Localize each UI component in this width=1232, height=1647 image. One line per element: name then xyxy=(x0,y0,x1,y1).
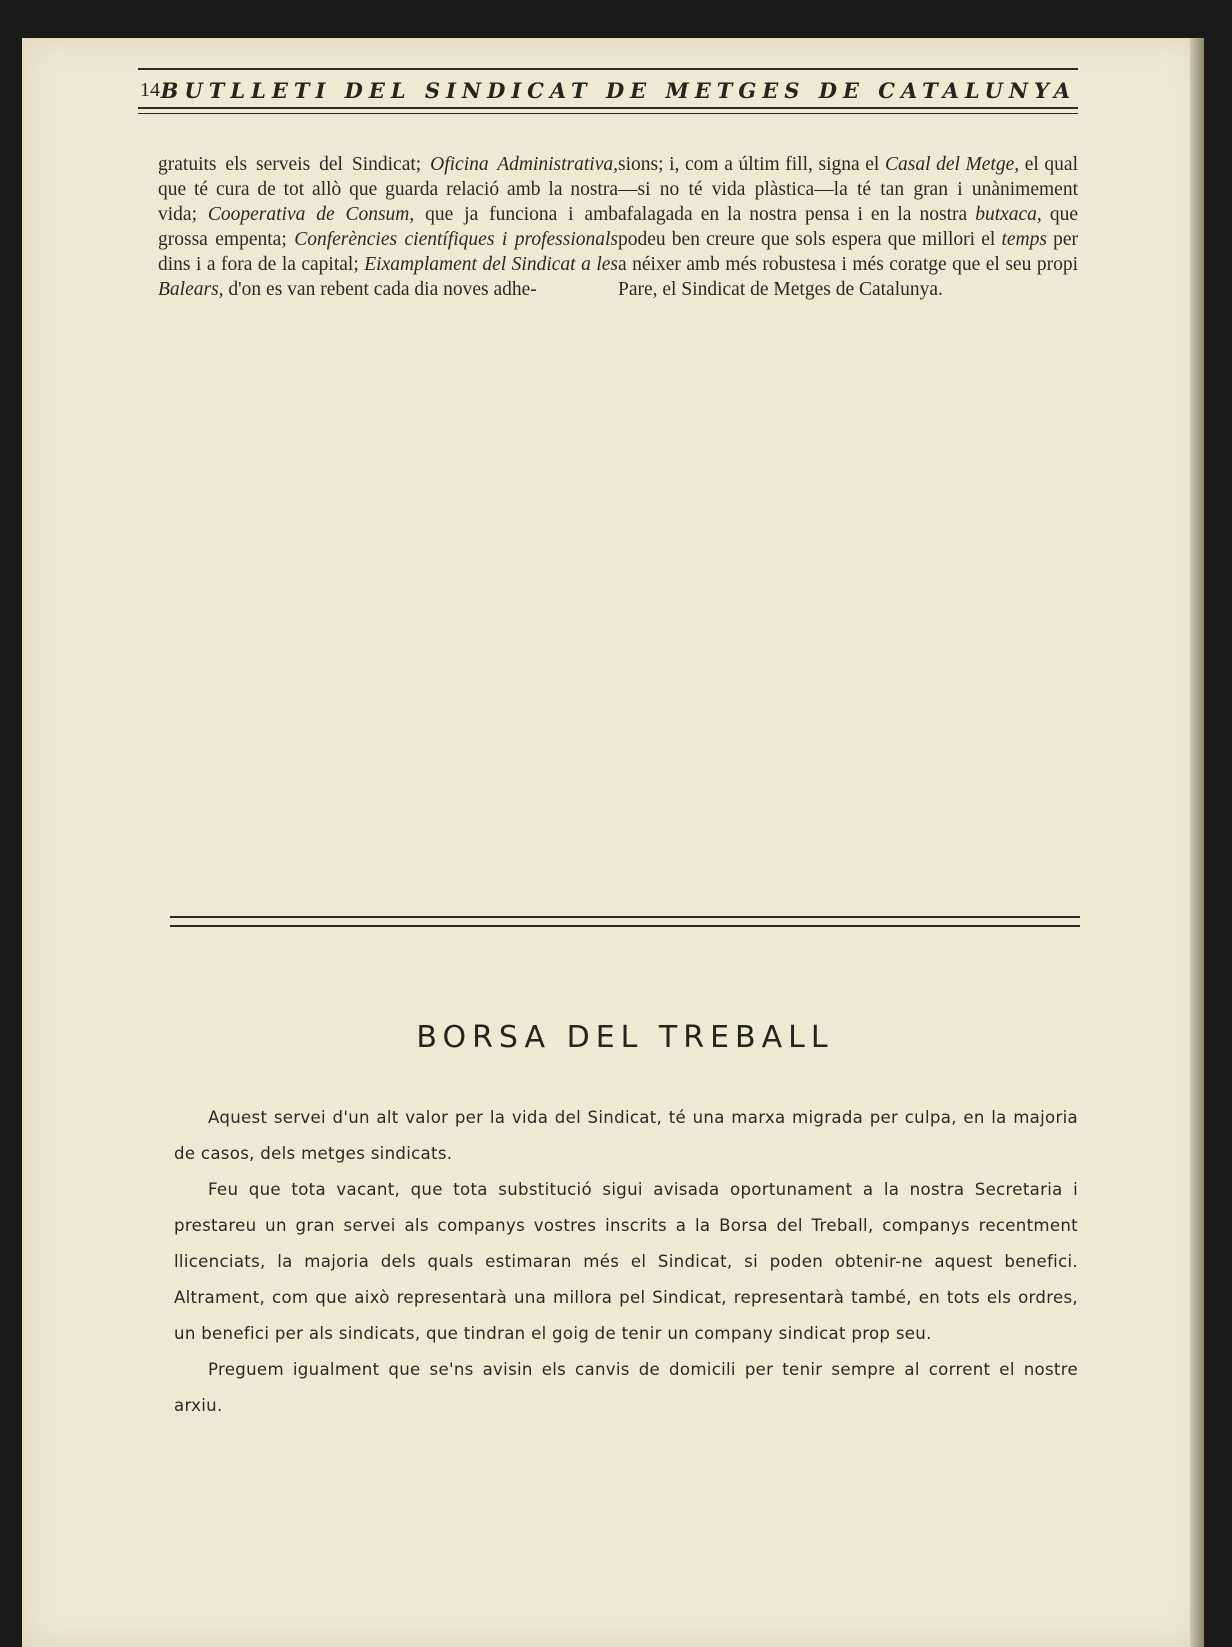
paragraph: Feu que tota vacant, que tota substitució sigui avisada oportunament a la nostra Secretaria i prestareu un gran servei als companys vostres inscrits a la Borsa del Treball, companys recentment llicenciats, la majoria dels quals estimaran més el Sindicat, si poden obtenir-ne aquest benefici. Altrament, com que això representarà una millora pel Sindicat, representarà també, en tots els ordres, un benefici per als sindicats, que tindran el goig de tenir un company sindicat prop seu. xyxy=(174,1180,1078,1343)
italic-run: Eixamplament del Sindicat a les Balears, xyxy=(158,254,618,300)
section-body xyxy=(174,1100,1078,1424)
paragraph: Aquest servei d'un alt valor per la vida del Sindicat, té una marxa migrada per culpa, en la majoria de casos, dels metges sindicats. xyxy=(174,1108,1078,1163)
paragraph: Preguem igualment que se'ns avisin els canvis de domicili per tenir sempre al corrent el nostre arxiu. xyxy=(174,1360,1078,1415)
text-run: que ja funciona i amb grossa empenta; xyxy=(158,204,618,250)
text-run: dins i a fora de la capital; xyxy=(158,254,365,275)
two-column-text xyxy=(158,152,1078,302)
text-run: per a néixer amb més robustesa i més coratge que el seu propi Pare, el Sindicat de Metges de Catalunya. xyxy=(618,229,1078,300)
italic-run: Conferències científiques i professionals xyxy=(294,229,618,250)
running-header xyxy=(140,76,1076,104)
running-title: BUTLLETI DEL SINDICAT DE METGES DE CATALUNYA xyxy=(160,77,1076,103)
italic-run: Cooperativa de Consum, xyxy=(207,204,415,225)
text-run: que té cura de tot allò que guarda relació amb la nostra vida; xyxy=(158,179,618,225)
italic-run: butxaca, xyxy=(975,204,1042,225)
section-title: BORSA DEL TREBALL xyxy=(416,1020,834,1055)
italic-run: temps xyxy=(1001,229,1047,250)
book-spine-edge xyxy=(1190,38,1204,1647)
right-column xyxy=(618,152,1078,302)
text-run: sions; i, com a últim fill, signa el xyxy=(618,154,885,175)
italic-run: Oficina Administrativa, xyxy=(430,154,618,175)
text-run: d'on es van rebent cada dia noves adhe- xyxy=(223,279,537,300)
header-rule-bottom xyxy=(138,107,1078,114)
left-column xyxy=(158,152,618,302)
text-run: el qual—si no té vida plàstica—la té tan gran i unànimement afalagada en la nostra pensa i en la nostra xyxy=(618,154,1078,225)
text-run: que podeu ben creure que sols espera que millori el xyxy=(618,204,1078,250)
section-separator xyxy=(170,916,1080,927)
header-rule-top xyxy=(138,68,1078,70)
text-run: gratuits els serveis del Sindicat; xyxy=(158,154,431,175)
page-number: 14 xyxy=(140,78,160,101)
italic-run: Casal del Metge, xyxy=(884,154,1020,175)
